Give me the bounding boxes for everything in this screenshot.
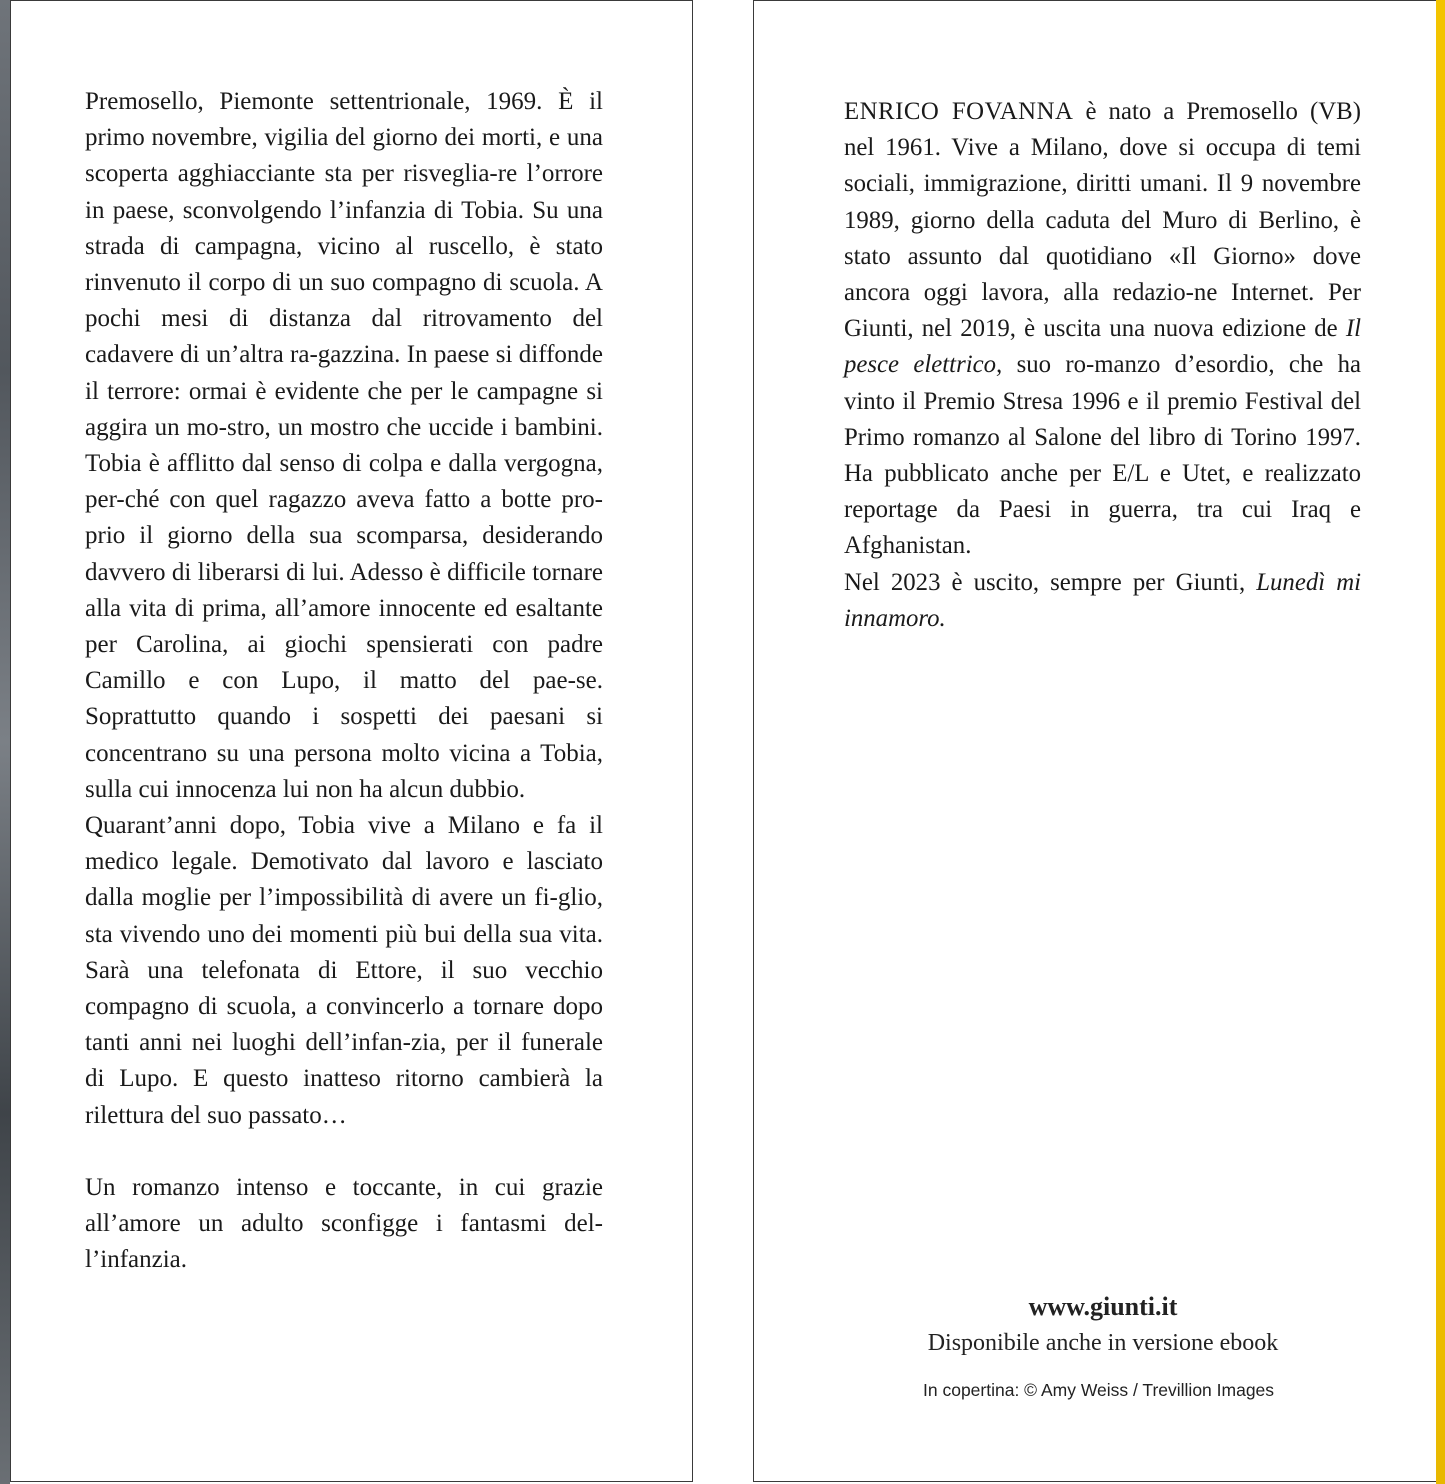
cover-spine-edge — [0, 0, 10, 1484]
bio-text-part-2: suo ro-manzo d’esordio, che ha vinto il Premio Stresa 1996 e il premio Festival del Primo romanzo al Salone del libro di Torino 1997. Ha pubblicato anche per E/L e Utet, e realizzato reportage da Paesi in guerra, tra cui Iraq e Afghanistan. — [844, 351, 1362, 560]
synopsis-paragraph-1: Premosello, Piemonte settentrionale, 1969. È il primo novembre, vigilia del giorno dei morti, e una scoperta agghiacciante sta per risveglia-re l’orrore in paese, sconvolgendo l’infanzia di Tobia. Su una strada di campagna, vicino al ruscello, è stato rinvenuto il corpo di un suo compagno di scuola. A pochi mesi di distanza dal ritrovamento del cadavere di un’altra ra-gazzina. In paese si diffonde il terrore: ormai è evidente che per le campagne si aggira un mo-stro, un mostro che uccide i bambini. Tobia è afflitto dal senso di colpa e dalla vergogna, per-ché con quel ragazzo aveva fatto a botte pro-prio il giorno della sua scomparsa, desiderando davvero di liberarsi di lui. Adesso è difficile tornare alla vita di prima, all’amore innocente ed esaltante per Carolina, ai giochi spensierati con padre Camillo e con Lupo, il matto del pae-se. Soprattutto quando i sospetti dei paesani si concentrano su una persona molto vicina a Tobia, sulla cui innocenza lui non ha alcun dubbio. — [85, 88, 603, 803]
synopsis-closing-paragraph: Un romanzo intenso e toccante, in cui grazie all’amore un adulto sconfigge i fantasmi del-l’infanzia. — [85, 1173, 603, 1274]
synopsis-text — [85, 84, 603, 1279]
book-title-lunedi: Lunedì mi innamoro. — [844, 568, 1361, 632]
author-bio-latest-book — [844, 565, 1361, 637]
author-bio-paragraph — [844, 94, 1361, 565]
bio-latest-text: Nel 2023 è uscito, sempre per Giunti, — [844, 568, 1257, 596]
cover-image-credit: In copertina: © Amy Weiss / Trevillion Images — [923, 1380, 1275, 1400]
author-bio — [844, 94, 1361, 637]
ebook-availability-note: Disponibile anche in versione ebook — [927, 1330, 1279, 1356]
yellow-cover-strip — [1436, 0, 1445, 1484]
bio-text-part-1: è nato a Premosello (VB) nel 1961. Vive a Milano, dove si occupa di temi sociali, immigrazione, diritti umani. Il 9 novembre 1989, giorno della caduta del Muro di Berlino, è stato assunto dal quotidiano «Il Giorno» dove ancora oggi lavora, alla redazio-ne Internet. Per Giunti, nel 2019, è uscita una nuova edizione de — [844, 98, 1361, 343]
publisher-website[interactable]: www.giunti.it — [1028, 1292, 1178, 1321]
synopsis-paragraph-2: Quarant’anni dopo, Tobia vive a Milano e fa il medico legale. Demotivato dal lavoro e lasciato dalla moglie per l’impossibilità di avere un fi-glio, sta vivendo uno dei momenti più bui della sua vita. Sarà una telefonata di Ettore, il suo vecchio compagno di scuola, a convincerlo a tornare dopo tanti anni nei luoghi dell’infan-zia, per il funerale di Lupo. E questo inatteso ritorno cambierà la rilettura del suo passato… — [85, 812, 603, 1129]
book-title-pesce-elettrico: Il pesce elettrico, — [844, 315, 1361, 379]
author-name: ENRICO FOVANNA — [844, 98, 1074, 125]
